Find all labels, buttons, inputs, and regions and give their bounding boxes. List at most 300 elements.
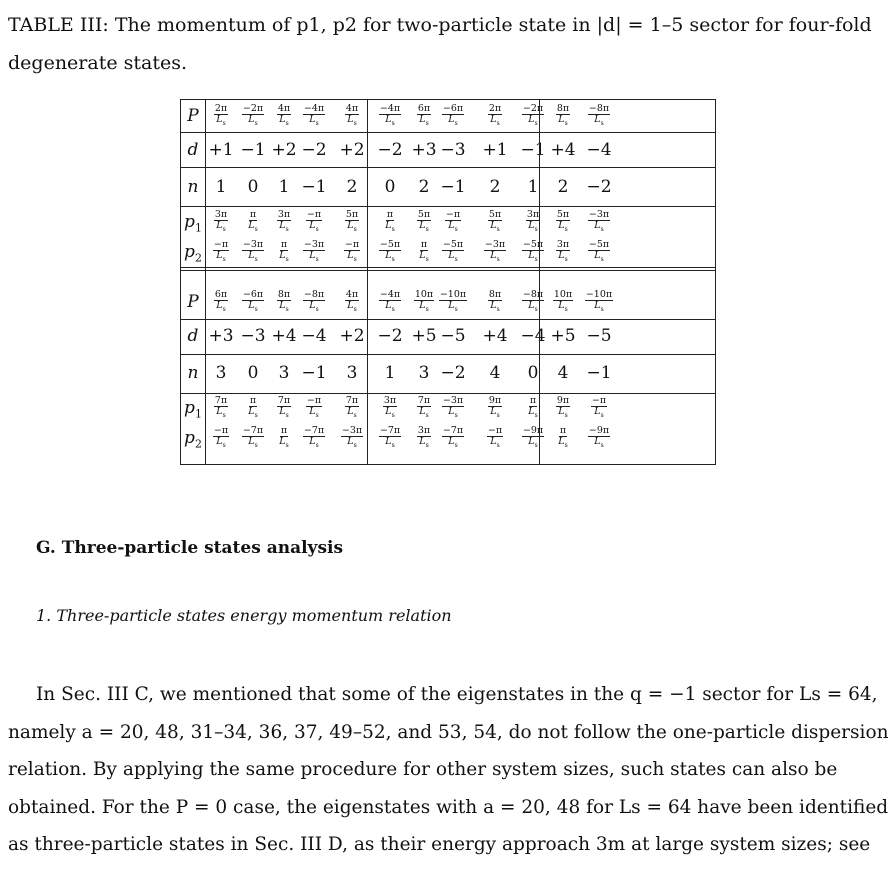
fraction (442, 396, 464, 421)
fraction-numerator: −8π (588, 102, 610, 114)
fraction-denominator: $L_s$ (419, 435, 429, 449)
fraction-numerator: 3π (526, 208, 540, 220)
table-cell: +1 (208, 140, 234, 160)
table-row-p1 (181, 207, 715, 237)
table-row-d (181, 319, 715, 353)
fraction-numerator: −π (487, 424, 503, 436)
table-row-d (181, 133, 715, 167)
fraction-numerator: 7π (417, 394, 431, 406)
fraction (585, 290, 613, 315)
table-cell (332, 100, 372, 132)
fraction-numerator: 5π (488, 208, 502, 220)
fraction-numerator: −3π (484, 238, 506, 250)
table-cell: +5 (411, 326, 437, 346)
table-cell: +1 (482, 140, 508, 160)
table-cell: 3 (346, 363, 358, 383)
fraction-denominator: $L_s$ (558, 219, 568, 233)
fraction-denominator: $L_s$ (347, 405, 357, 419)
fraction (379, 290, 401, 315)
fraction-numerator: −6π (442, 102, 464, 114)
table-cell (433, 237, 473, 267)
fraction-numerator: −7π (379, 424, 401, 436)
fraction (442, 426, 464, 451)
paragraph-line: In Sec. III C, we mentioned that some of the eigenstates in the q = −1 sector for Ls = 64, (36, 684, 878, 705)
fraction (303, 104, 325, 129)
fraction (277, 396, 291, 421)
fraction (417, 210, 431, 235)
fraction-denominator: $L_s$ (490, 219, 500, 233)
table-cell (579, 100, 619, 132)
fraction (487, 426, 503, 451)
table-cell (579, 237, 619, 267)
fraction (556, 104, 570, 129)
fraction (214, 290, 228, 315)
fraction (277, 104, 291, 129)
fraction (213, 240, 229, 265)
table-cell: +4 (482, 326, 508, 346)
fraction-numerator: 3π (214, 208, 228, 220)
fraction-denominator: $L_s$ (216, 219, 226, 233)
fraction (383, 396, 397, 421)
subsection-heading: 1. Three-particle states energy momentum relation (36, 606, 452, 625)
fraction-denominator: $L_s$ (419, 219, 429, 233)
table-rule (181, 167, 715, 168)
fraction (214, 396, 228, 421)
table-cell (294, 393, 334, 423)
fraction-numerator: −10π (585, 288, 613, 300)
table-cell: −1 (520, 140, 546, 160)
fraction (588, 426, 610, 451)
fraction (277, 210, 291, 235)
caption-line-1 (8, 6, 888, 44)
fraction (306, 396, 322, 421)
fraction-denominator: $L_s$ (594, 405, 604, 419)
fraction (588, 240, 610, 265)
fraction (488, 210, 502, 235)
table-cell: 1 (527, 177, 539, 197)
fraction-numerator: 4π (345, 288, 359, 300)
fraction-denominator: $L_s$ (385, 219, 395, 233)
fraction-numerator: −8π (303, 288, 325, 300)
table-cell: −2 (301, 140, 327, 160)
fraction-denominator: $L_s$ (347, 113, 357, 127)
table-cell: −1 (440, 177, 466, 197)
table-cell (475, 393, 515, 423)
fraction-denominator: $L_s$ (528, 299, 538, 313)
table-cell: 3 (278, 363, 290, 383)
fraction (591, 396, 607, 421)
fraction-denominator: $L_s$ (419, 113, 429, 127)
fraction (522, 290, 544, 315)
fraction (442, 104, 464, 129)
table-cell (475, 207, 515, 237)
fraction-denominator: $L_s$ (279, 219, 289, 233)
fraction (588, 104, 610, 129)
fraction-denominator: $L_s$ (385, 405, 395, 419)
fraction (528, 396, 537, 421)
fraction (488, 104, 502, 129)
table-cell: +5 (550, 326, 576, 346)
fraction-denominator: $L_s$ (248, 405, 258, 419)
fraction-numerator: −π (213, 424, 229, 436)
table-cell: −3 (440, 140, 466, 160)
row-label: $p_2$ (184, 428, 202, 451)
table-cell (433, 207, 473, 237)
table-cell (475, 237, 515, 267)
table-row-n (181, 168, 715, 206)
fraction-denominator: $L_s$ (594, 299, 604, 313)
table-rule (181, 206, 715, 207)
fraction (277, 290, 291, 315)
fraction-denominator: $L_s$ (248, 219, 258, 233)
fraction-denominator: $L_s$ (490, 249, 500, 263)
table-cell (332, 423, 372, 453)
fraction-numerator: 3π (556, 238, 570, 250)
fraction-denominator: $L_s$ (558, 405, 568, 419)
fraction-denominator: $L_s$ (528, 113, 538, 127)
fraction-numerator: −π (344, 238, 360, 250)
fraction-denominator: $L_s$ (558, 113, 568, 127)
fraction-numerator: −5π (442, 238, 464, 250)
fraction-numerator: −3π (341, 424, 363, 436)
fraction-numerator: −8π (522, 288, 544, 300)
fraction-denominator: $L_s$ (448, 405, 458, 419)
fraction-denominator: $L_s$ (309, 405, 319, 419)
table-cell: +4 (271, 326, 297, 346)
table-cell (433, 100, 473, 132)
fraction-numerator: −7π (442, 424, 464, 436)
table-cell (543, 393, 583, 423)
fraction-numerator: −9π (522, 424, 544, 436)
fraction-denominator: $L_s$ (216, 405, 226, 419)
fraction-numerator: −π (306, 394, 322, 406)
fraction-denominator: $L_s$ (594, 113, 604, 127)
table-cell: 2 (346, 177, 358, 197)
fraction-denominator: $L_s$ (385, 249, 395, 263)
fraction (556, 240, 570, 265)
fraction-numerator: π (420, 238, 428, 250)
fraction-numerator: π (280, 238, 288, 250)
table-cell (543, 237, 583, 267)
body-paragraph (8, 676, 890, 864)
fraction (558, 426, 567, 451)
fraction-numerator: π (280, 424, 288, 436)
fraction (379, 240, 401, 265)
fraction-denominator: $L_s$ (528, 219, 538, 233)
fraction-denominator: $L_s$ (309, 299, 319, 313)
fraction (553, 290, 573, 315)
fraction-denominator: $L_s$ (490, 435, 500, 449)
fraction-numerator: 2π (214, 102, 228, 114)
table-cell: −3 (240, 326, 266, 346)
fraction-denominator: $L_s$ (419, 299, 429, 313)
table-rule (181, 354, 715, 355)
paragraph-line: as three-particle states in Sec. III D, as their energy approach 3m at large system sizes; see (8, 834, 871, 855)
fraction-denominator: $L_s$ (309, 435, 319, 449)
paragraph-line: namely a = 20, 48, 31–34, 36, 37, 49–52, and 53, 54, do not follow the one-particle dispersion (8, 721, 889, 743)
table-cell (294, 207, 334, 237)
table-cell: −4 (301, 326, 327, 346)
fraction (484, 240, 506, 265)
fraction-numerator: π (249, 208, 257, 220)
table-double-rule (181, 267, 715, 271)
fraction (417, 426, 431, 451)
fraction (213, 426, 229, 451)
fraction-numerator: −π (445, 208, 461, 220)
table-cell: +2 (339, 140, 365, 160)
fraction (439, 290, 467, 315)
fraction-denominator: $L_s$ (347, 435, 357, 449)
table-cell (332, 237, 372, 267)
fraction-numerator: 2π (488, 102, 502, 114)
fraction-denominator: $L_s$ (279, 113, 289, 127)
paragraph-line: relation. By applying the same procedure for other system sizes, such states can also be (8, 759, 838, 780)
momentum-table (180, 99, 716, 465)
table-column-rule (205, 100, 206, 464)
table-cell: 0 (527, 363, 539, 383)
fraction-numerator: −5π (588, 238, 610, 250)
fraction-denominator: $L_s$ (594, 249, 604, 263)
fraction-numerator: −4π (379, 102, 401, 114)
fraction-numerator: π (529, 394, 537, 406)
table-row-p2 (181, 423, 715, 453)
table-cell: 1 (278, 177, 290, 197)
fraction (345, 290, 359, 315)
fraction-denominator: $L_s$ (248, 249, 258, 263)
row-label: $p_2$ (184, 242, 202, 265)
table-cell: +4 (550, 140, 576, 160)
table-row-p2 (181, 237, 715, 267)
fraction-numerator: −3π (242, 238, 264, 250)
fraction-denominator: $L_s$ (448, 249, 458, 263)
table-cell (543, 286, 583, 318)
table-row-n (181, 354, 715, 392)
table-column-rule (539, 100, 540, 464)
fraction-denominator: $L_s$ (448, 299, 458, 313)
fraction-numerator: 4π (345, 102, 359, 114)
fraction-numerator: −4π (379, 288, 401, 300)
fraction-denominator: $L_s$ (279, 405, 289, 419)
table-cell (579, 207, 619, 237)
fraction-denominator: $L_s$ (419, 249, 429, 263)
fraction (445, 210, 461, 235)
fraction-numerator: 4π (277, 102, 291, 114)
table-cell (332, 393, 372, 423)
fraction-numerator: −7π (303, 424, 325, 436)
fraction (379, 426, 401, 451)
fraction-denominator: $L_s$ (279, 249, 289, 263)
fraction-denominator: $L_s$ (528, 249, 538, 263)
fraction-denominator: $L_s$ (594, 435, 604, 449)
table-cell (294, 423, 334, 453)
fraction-denominator: $L_s$ (347, 249, 357, 263)
fraction (417, 396, 431, 421)
table-cell: −2 (377, 140, 403, 160)
fraction-numerator: −5π (522, 238, 544, 250)
fraction-denominator: $L_s$ (279, 299, 289, 313)
table-cell: 1 (215, 177, 227, 197)
fraction (526, 210, 540, 235)
fraction-denominator: $L_s$ (385, 435, 395, 449)
fraction-numerator: 3π (383, 394, 397, 406)
fraction (417, 104, 431, 129)
fraction (303, 290, 325, 315)
fraction-denominator: $L_s$ (279, 435, 289, 449)
table-cell: +2 (339, 326, 365, 346)
table-cell: −2 (586, 177, 612, 197)
row-label: $p_1$ (184, 212, 202, 235)
table-cell (332, 207, 372, 237)
caption-label: TABLE III: (8, 14, 109, 36)
table-cell: 4 (489, 363, 501, 383)
table-cell (579, 286, 619, 318)
fraction (588, 210, 610, 235)
fraction (242, 290, 264, 315)
table-cell: 4 (557, 363, 569, 383)
fraction-numerator: 8π (277, 288, 291, 300)
fraction (522, 104, 544, 129)
fraction-denominator: $L_s$ (309, 113, 319, 127)
table-row-P (181, 286, 715, 318)
fraction-numerator: −3π (442, 394, 464, 406)
fraction-numerator: −3π (303, 238, 325, 250)
table-rule (181, 393, 715, 394)
fraction-denominator: $L_s$ (419, 405, 429, 419)
fraction-numerator: −10π (439, 288, 467, 300)
fraction (442, 240, 464, 265)
fraction-numerator: π (249, 394, 257, 406)
fraction-denominator: $L_s$ (385, 299, 395, 313)
fraction (242, 240, 264, 265)
fraction-denominator: $L_s$ (558, 435, 568, 449)
table-cell: 2 (557, 177, 569, 197)
fraction (345, 396, 359, 421)
fraction-denominator: $L_s$ (248, 113, 258, 127)
fraction-numerator: −9π (588, 424, 610, 436)
fraction (556, 396, 570, 421)
fraction (344, 240, 360, 265)
fraction-numerator: 3π (277, 208, 291, 220)
fraction-denominator: $L_s$ (490, 405, 500, 419)
fraction-denominator: $L_s$ (347, 219, 357, 233)
fraction-numerator: 9π (488, 394, 502, 406)
table-cell (579, 423, 619, 453)
fraction (488, 396, 502, 421)
caption-line-2: degenerate states. (8, 52, 188, 74)
table-cell: −1 (586, 363, 612, 383)
fraction-numerator: −2π (522, 102, 544, 114)
fraction-numerator: 7π (345, 394, 359, 406)
fraction (303, 240, 325, 265)
table-column-rule (367, 100, 368, 464)
fraction-numerator: −6π (242, 288, 264, 300)
fraction-denominator: $L_s$ (448, 219, 458, 233)
fraction-numerator: π (386, 208, 394, 220)
fraction-numerator: −7π (242, 424, 264, 436)
table-cell: −5 (586, 326, 612, 346)
fraction (248, 210, 257, 235)
table-cell: 2 (418, 177, 430, 197)
table-cell (332, 286, 372, 318)
row-label: n (187, 177, 199, 197)
table-cell: −2 (377, 326, 403, 346)
fraction (341, 426, 363, 451)
table-cell (475, 286, 515, 318)
table-cell (475, 423, 515, 453)
fraction-numerator: −4π (303, 102, 325, 114)
table-rule (181, 319, 715, 320)
table-cell: −4 (586, 140, 612, 160)
fraction-denominator: $L_s$ (448, 113, 458, 127)
table-cell: −1 (240, 140, 266, 160)
table-cell: 0 (384, 177, 396, 197)
fraction-denominator: $L_s$ (448, 435, 458, 449)
fraction (248, 396, 257, 421)
table-cell: 3 (215, 363, 227, 383)
table-cell (294, 286, 334, 318)
table-cell: 0 (247, 177, 259, 197)
fraction (242, 104, 264, 129)
fraction-numerator: 10π (414, 288, 434, 300)
table-cell (543, 100, 583, 132)
row-label: d (187, 140, 199, 160)
fraction (303, 426, 325, 451)
fraction-numerator: 10π (553, 288, 573, 300)
fraction (522, 240, 544, 265)
table-cell (294, 237, 334, 267)
row-label: P (187, 106, 199, 126)
fraction-numerator: π (559, 424, 567, 436)
row-label: $p_1$ (184, 398, 202, 421)
fraction-numerator: 7π (214, 394, 228, 406)
paragraph-line: obtained. For the P = 0 case, the eigenstates with a = 20, 48 for Ls = 64 have been identified (8, 796, 889, 818)
fraction-numerator: 5π (556, 208, 570, 220)
fraction-numerator: 5π (417, 208, 431, 220)
fraction (214, 210, 228, 235)
fraction (279, 240, 288, 265)
table-row-P (181, 100, 715, 132)
fraction (345, 210, 359, 235)
table-cell: +3 (208, 326, 234, 346)
table-caption (8, 6, 888, 82)
fraction-numerator: 7π (277, 394, 291, 406)
fraction-denominator: $L_s$ (528, 405, 538, 419)
table-cell (433, 286, 473, 318)
fraction (279, 426, 288, 451)
fraction-denominator: $L_s$ (528, 435, 538, 449)
table-cell (543, 207, 583, 237)
table-cell (433, 423, 473, 453)
fraction-numerator: 8π (488, 288, 502, 300)
fraction-numerator: −π (306, 208, 322, 220)
fraction-denominator: $L_s$ (248, 435, 258, 449)
fraction-numerator: 9π (556, 394, 570, 406)
fraction (556, 210, 570, 235)
fraction-denominator: $L_s$ (347, 299, 357, 313)
table-row-p1 (181, 393, 715, 423)
fraction (414, 290, 434, 315)
row-label: d (187, 326, 199, 346)
fraction (385, 210, 394, 235)
section-heading: G. Three-particle states analysis (36, 538, 344, 558)
fraction-denominator: $L_s$ (309, 249, 319, 263)
table-cell: +3 (411, 140, 437, 160)
fraction (522, 426, 544, 451)
fraction-denominator: $L_s$ (248, 299, 258, 313)
table-rule (181, 132, 715, 133)
fraction-numerator: −π (213, 238, 229, 250)
table-cell (475, 100, 515, 132)
